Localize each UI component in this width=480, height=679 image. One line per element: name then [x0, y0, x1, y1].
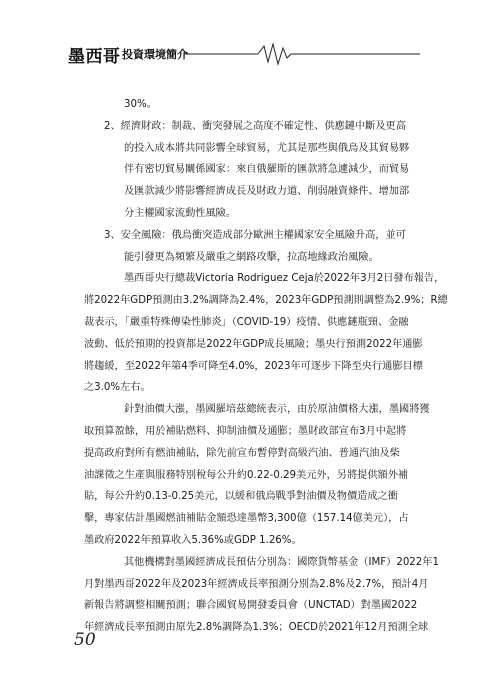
text-line: 年經濟成長率預測由原先2.8%調降為1.3%；OECD於2021年12月預測全球: [84, 622, 429, 634]
text-line: 貼，每公升約0.13-0.25美元，以緩和俄烏戰爭對油價及物價造成之衝: [84, 491, 398, 503]
text-line: 及匯款減少將影響經濟成長及財政力道、削弱融資條件、增加部: [124, 186, 410, 198]
paragraph-first-line: 墨西哥央行總裁Victoria Rodriguez Ceja於2022年3月2日發布報告，: [124, 273, 445, 285]
text-line: 將趨緩，至2022年第4季可降至4.0%，2023年可逐步下降至央行通膨目標: [84, 360, 423, 372]
text-line: 之3.0%左右。: [84, 382, 151, 394]
header-title: 墨西哥: [68, 47, 121, 67]
text-line: 提高政府對所有燃油補貼，除先前宣布暫停對高級汽油、普通汽油及柴: [84, 447, 400, 459]
text-line: 波動、低於預期的投資都是2022年GDP成長風險；墨央行預測2022年通膨: [84, 338, 423, 350]
text-line: 油課徵之生產與服務特別稅每公升約0.22-0.29美元外，另將提供額外補: [84, 469, 409, 481]
page-header: [68, 42, 420, 66]
text-line: 的投入成本將共同影響全球貿易，尤其是那些與俄烏及其貿易夥: [124, 142, 410, 154]
text-line: 裁表示，「嚴重特殊傳染性肺炎」（COVID-19）疫情、供應鏈瓶頸、金融: [84, 316, 409, 328]
text-line: 分主權國家流動性風險。: [124, 207, 237, 219]
text-line: 擊，專家估計墨國燃油補貼金額恐達墨幣3,300億（157.14億美元），占: [84, 513, 409, 525]
text-line: 取預算盈餘，用於補貼燃料、抑制油價及通膨；墨財政部宣布3月中起將: [84, 425, 407, 437]
text-line: 月對墨西哥2022年及2023年經濟成長率預測分別為2.8%及2.7%，預計4月: [84, 578, 429, 590]
text-line: 伴有密切貿易關係國家：來自俄羅斯的匯款將急遽減少，而貿易: [124, 164, 410, 176]
text-line: 將2022年GDP預測由3.2%調降為2.4%，2023年GDP預測則調整為2.9%；R總: [84, 295, 448, 307]
header-subtitle: 投資環境簡介: [122, 48, 188, 61]
paragraph-first-line: 針對油價大漲，墨國羅培茲總統表示，由於原油價格大漲，墨國將獲: [124, 404, 430, 416]
text-line: 能引發更為頻繁及嚴重之網路攻擊，拉高地緣政治風險。: [124, 251, 379, 263]
page-number: 50: [74, 630, 96, 650]
text-line: 新報告將調整相關預測；聯合國貿易開發委員會（UNCTAD）對墨國2022: [84, 600, 418, 612]
body-text: [84, 94, 448, 639]
text-line: 墨政府2022年預算收入5.36%或GDP 1.26%。: [84, 534, 302, 546]
list-item-economy: 2、經濟財政：制裁、衝突發展之高度不確定性、供應鏈中斷及更高: [104, 120, 406, 132]
paragraph-first-line: 其他機構對墨國經濟成長預估分別為：國際貨幣基金（IMF）2022年1: [124, 556, 439, 568]
list-item-security: 3、安全風險：俄烏衝突造成部分歐洲主權國家安全風險升高，並可: [104, 229, 406, 241]
text-line: 30%。: [124, 99, 157, 110]
